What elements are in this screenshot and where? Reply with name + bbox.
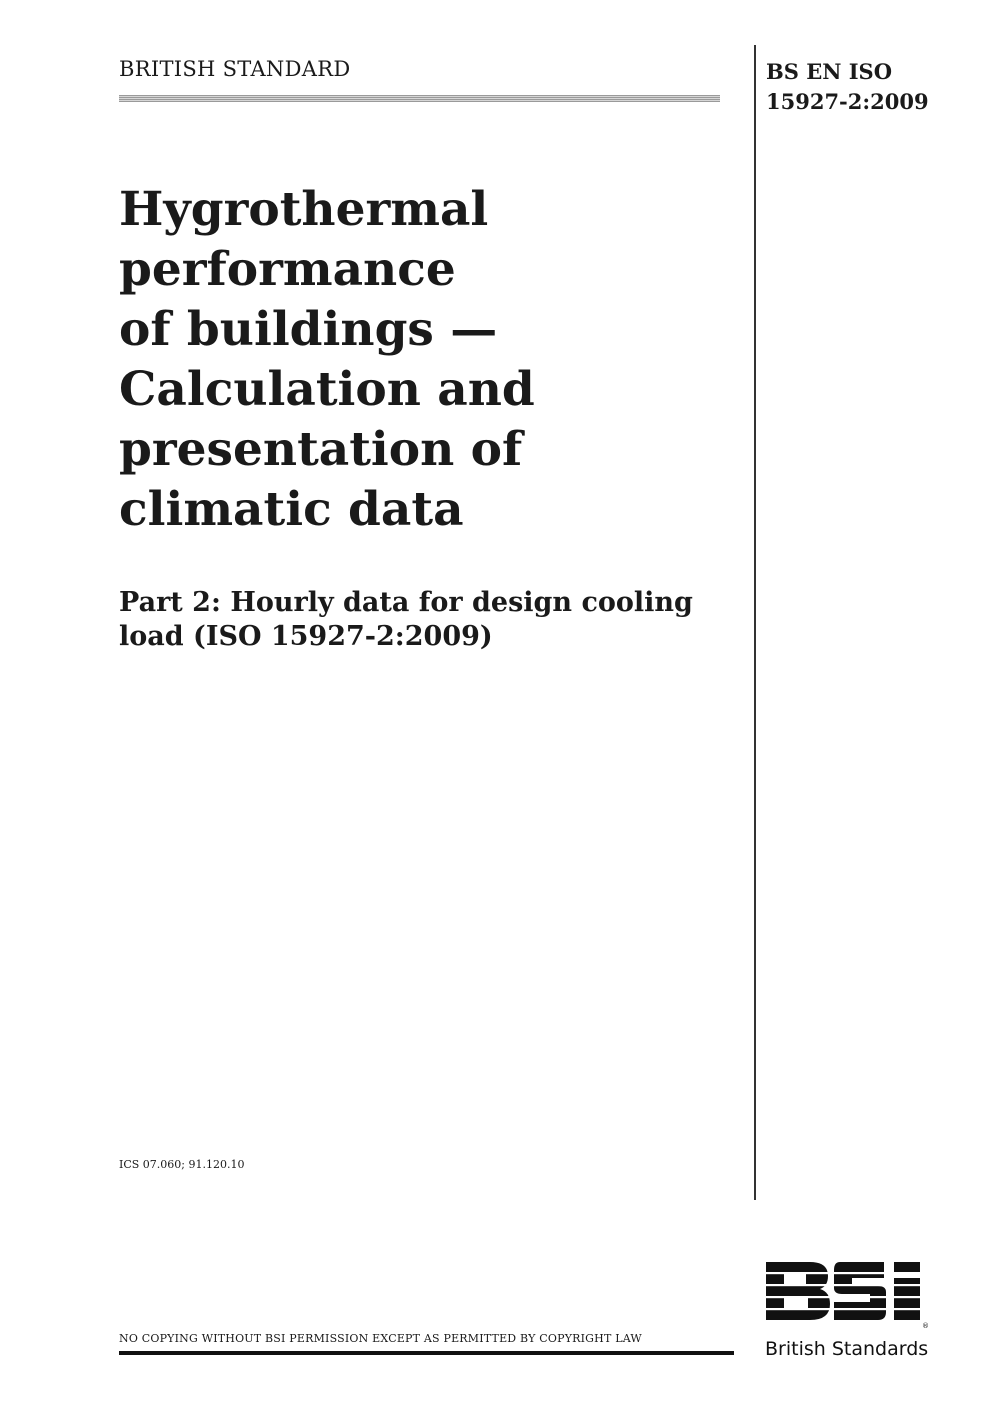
title-line-6: climatic data bbox=[119, 482, 464, 537]
registered-mark: ® bbox=[922, 1322, 929, 1330]
subtitle-line-2: load (ISO 15927-2:2009) bbox=[119, 621, 493, 652]
vertical-divider bbox=[754, 45, 756, 1200]
footer-black-rule bbox=[119, 1351, 734, 1355]
title-line-4: Calculation and bbox=[119, 362, 535, 417]
copyright-notice: NO COPYING WITHOUT BSI PERMISSION EXCEPT AS PERMITTED BY COPYRIGHT LAW bbox=[119, 1332, 642, 1345]
standard-number bbox=[766, 57, 929, 117]
title-line-1: Hygrothermal bbox=[119, 182, 489, 237]
header-grey-rule bbox=[119, 95, 720, 102]
standard-number-line-1: BS EN ISO bbox=[766, 59, 893, 84]
document-subtitle bbox=[119, 586, 739, 654]
title-line-3: of buildings — bbox=[119, 302, 498, 357]
title-line-2: performance bbox=[119, 242, 456, 297]
bsi-logo-text: British Standards bbox=[765, 1338, 929, 1360]
header-left-label: BRITISH STANDARD bbox=[119, 57, 351, 81]
ics-code: ICS 07.060; 91.120.10 bbox=[119, 1158, 245, 1171]
document-title bbox=[119, 180, 739, 540]
title-line-5: presentation of bbox=[119, 422, 523, 477]
standard-number-line-2: 15927-2:2009 bbox=[766, 89, 929, 114]
subtitle-line-1: Part 2: Hourly data for design cooling bbox=[119, 587, 693, 618]
